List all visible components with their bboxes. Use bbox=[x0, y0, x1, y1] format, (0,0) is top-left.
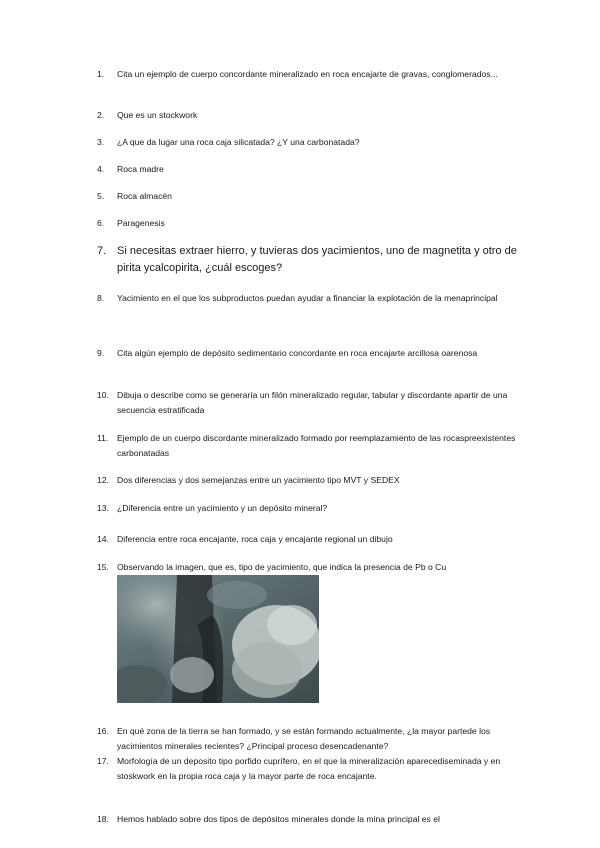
question-text: Morfología de un deposito tipo porfido cuprífero, en el que la mineralización aparecediseminada y en stoskwork en la propia roca caja y la mayor parte de roca encajante. bbox=[117, 756, 501, 781]
question-12 bbox=[97, 473, 517, 488]
question-number: 3. bbox=[97, 137, 105, 147]
question-10 bbox=[97, 388, 517, 418]
question-8 bbox=[97, 291, 517, 306]
question-text: Dos diferencias y dos semejanzas entre un yacimiento tipo MVT y SEDEX bbox=[117, 475, 400, 485]
question-text: Cita algún ejemplo de depósito sedimentario concordante en roca encajarte arcillosa oarenosa bbox=[117, 348, 478, 358]
question-9 bbox=[97, 346, 517, 361]
question-number: 16. bbox=[97, 726, 109, 736]
question-number: 9. bbox=[97, 348, 105, 358]
question-text: ¿Diferencia entre un yacimiento y un depósito mineral? bbox=[117, 503, 328, 513]
question-4 bbox=[97, 162, 517, 177]
hydrothermal-vent-photo bbox=[117, 575, 319, 703]
question-number: 8. bbox=[97, 293, 105, 303]
question-text: Que es un stockwork bbox=[117, 110, 198, 120]
question-text: Si necesitas extraer hierro, y tuvieras dos yacimientos, uno de magnetita y otro de pirita ycalcopirita, ¿cuál escoges? bbox=[117, 245, 517, 274]
question-number: 14. bbox=[97, 534, 109, 544]
question-3 bbox=[97, 135, 517, 150]
question-16 bbox=[97, 724, 517, 754]
question-text: Roca almacén bbox=[117, 191, 172, 201]
question-14 bbox=[97, 532, 517, 547]
question-text: Paragenesis bbox=[117, 218, 165, 228]
question-number: 6. bbox=[97, 218, 105, 228]
question-text: Diferencia entre roca encajante, roca caja y encajante regional un dibujo bbox=[117, 534, 393, 544]
question-text: ¿A que da lugar una roca caja silicatada? ¿Y una carbonatada? bbox=[117, 137, 360, 147]
question-number: 10. bbox=[97, 390, 109, 400]
question-text: Yacimiento en el que los subproductos puedan ayudar a financiar la explotación de la menaprincipal bbox=[117, 293, 498, 303]
question-text: En qué zona de la tierra se han formado, y se están formando actualmente, ¿la mayor partede los yacimientos minerales recientes? ¿Principal proceso desencadenante? bbox=[117, 726, 491, 751]
question-11 bbox=[97, 431, 517, 461]
question-2 bbox=[97, 108, 517, 123]
question-number: 13. bbox=[97, 503, 109, 513]
question-number: 2. bbox=[97, 110, 105, 120]
question-number: 15. bbox=[97, 562, 109, 572]
question-6 bbox=[97, 216, 517, 231]
question-7 bbox=[97, 243, 527, 277]
question-text: Cita un ejemplo de cuerpo concordante mineralizado en roca encajarte de gravas, conglomerados... bbox=[117, 69, 498, 79]
question-18 bbox=[97, 812, 517, 827]
question-number: 4. bbox=[97, 164, 105, 174]
question-text: Observando la imagen, que es, tipo de yacimiento, que indica la presencia de Pb o Cu bbox=[117, 562, 447, 572]
question-15 bbox=[97, 560, 517, 575]
question-number: 7. bbox=[97, 245, 107, 257]
question-number: 11. bbox=[97, 433, 109, 443]
question-number: 1. bbox=[97, 69, 105, 79]
question-number: 5. bbox=[97, 191, 105, 201]
question-number: 12. bbox=[97, 475, 109, 485]
question-text: Ejemplo de un cuerpo discordante mineralizado formado por reemplazamiento de las rocaspreexistentes carbonatadas bbox=[117, 433, 516, 458]
question-5 bbox=[97, 189, 517, 204]
question-text: Hemos hablado sobre dos tipos de depósitos minerales donde la mina principal es el bbox=[117, 814, 440, 824]
question-1 bbox=[97, 67, 517, 82]
question-13 bbox=[97, 501, 517, 516]
question-17 bbox=[97, 754, 517, 784]
question-text: Dibuja o describe como se generaría un filón mineralizado regular, tabular y discordante apartir de una secuencia estratificada bbox=[117, 390, 508, 415]
question-text: Roca madre bbox=[117, 164, 164, 174]
question-number: 18. bbox=[97, 814, 109, 824]
question-number: 17. bbox=[97, 756, 109, 766]
